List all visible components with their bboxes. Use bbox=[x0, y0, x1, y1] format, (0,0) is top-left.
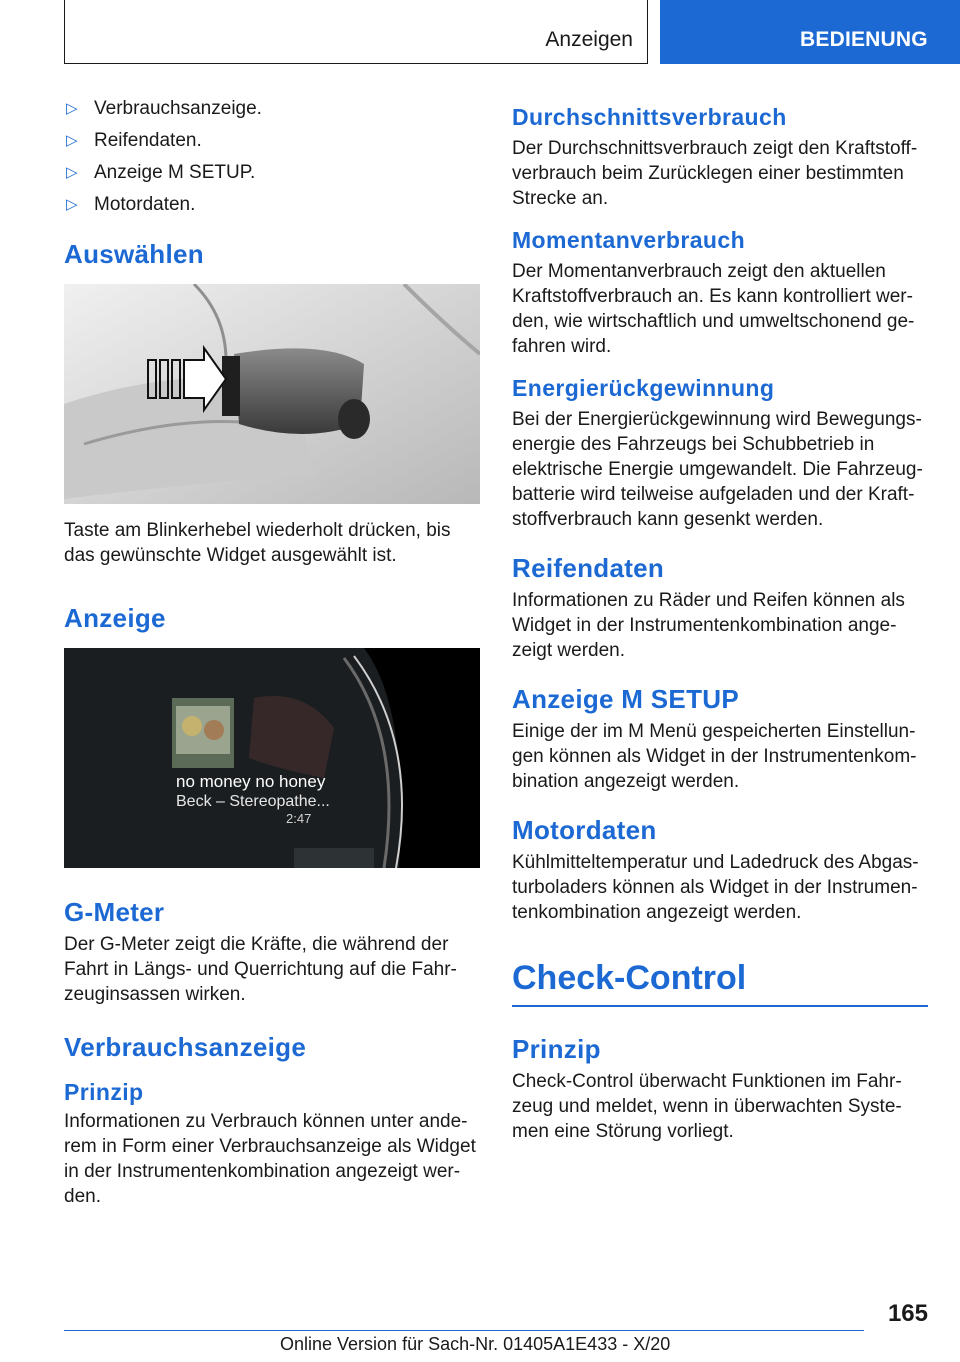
gmeter-text: Der G-Meter zeigt die Kräfte, die während der Fahrt in Längs- und Querrichtung auf die Fahr-zeuginsassen wirken. bbox=[64, 934, 457, 1005]
page-number: 165 bbox=[887, 1300, 928, 1327]
select-caption: Taste am Blinkerhebel wiederholt drücken, bis das gewünschte Widget ausgewählt ist. bbox=[64, 520, 451, 566]
msetup-text: Einige der im M Menü gespeicherten Einstellun-gen können als Widget in der Instrumentenkom-bination angezeigt werden. bbox=[512, 721, 917, 792]
check-text: Check-Control überwacht Funktionen im Fahr-zeug und meldet, wenn in überwachten Syste-men eine Störung vorliegt. bbox=[512, 1071, 902, 1142]
heading-display: Anzeige bbox=[64, 603, 166, 633]
heading-select: Auswählen bbox=[64, 239, 204, 269]
turn-signal-lever-image bbox=[64, 284, 480, 504]
right-column bbox=[512, 102, 928, 1144]
principle-text: Informationen zu Verbrauch können unter ande-rem in Form einer Verbrauchsanzeige als Widget in der Instrumentenkombination angezeigt wer-den. bbox=[64, 1111, 476, 1207]
triangle-right-icon: ▷ bbox=[66, 164, 78, 181]
triangle-right-icon: ▷ bbox=[66, 100, 78, 117]
check-control-title-block bbox=[512, 957, 928, 1007]
list-item: ▷ Reifendaten. bbox=[66, 130, 202, 151]
heading-tire: Reifendaten bbox=[512, 553, 665, 583]
heading-momentary: Momentanverbrauch bbox=[512, 227, 746, 253]
heading-average: Durchschnittsverbrauch bbox=[512, 104, 787, 130]
chapter-tab: BEDIENUNG bbox=[660, 0, 960, 64]
bullet-list bbox=[64, 98, 480, 216]
heading-gmeter: G-Meter bbox=[64, 897, 165, 927]
engine-text: Kühlmitteltemperatur und Ladedruck des Abgas-turboladers können als Widget in der Instrumen-tenkombination angezeigt werden. bbox=[512, 852, 919, 923]
heading-msetup: Anzeige M SETUP bbox=[512, 684, 739, 714]
instrument-cluster-illustration bbox=[64, 648, 480, 868]
footer-divider bbox=[64, 1330, 864, 1331]
heading-recovery: Energierückgewinnung bbox=[512, 375, 775, 401]
track-artist: Beck – Stereopathe... bbox=[176, 793, 330, 810]
momentary-text: Der Momentanverbrauch zeigt den aktuellen Kraftstoffverbrauch an. Es kann kontrolliert wer-den, wie wirtschaftlich und umweltschonend ge-fahren wird. bbox=[512, 261, 915, 357]
cluster-display-image bbox=[64, 648, 480, 868]
heading-check-control: Check-Control bbox=[512, 959, 747, 997]
triangle-right-icon: ▷ bbox=[66, 196, 78, 213]
list-item: ▷ Motordaten. bbox=[66, 194, 196, 215]
section-title: Anzeigen bbox=[545, 28, 633, 51]
average-text: Der Durchschnittsverbrauch zeigt den Kraftstoff-verbrauch beim Zurücklegen einer bestimmten Strecke an. bbox=[512, 138, 918, 209]
tire-text: Informationen zu Räder und Reifen können als Widget in der Instrumentenkombination ange-zeigt werden. bbox=[512, 590, 905, 661]
track-title: no money no honey bbox=[176, 772, 326, 791]
heading-consumption: Verbrauchsanzeige bbox=[64, 1032, 307, 1062]
list-item: ▷ Anzeige M SETUP. bbox=[66, 162, 256, 183]
heading-engine: Motordaten bbox=[512, 815, 657, 845]
footer-text: Online Version für Sach-Nr. 01405A1E433 - X/20 bbox=[280, 1334, 671, 1354]
header-section-box bbox=[64, 0, 648, 64]
lever-illustration bbox=[64, 284, 480, 504]
list-item: ▷ Verbrauchsanzeige. bbox=[66, 98, 262, 119]
left-column bbox=[64, 98, 480, 1209]
heading-principle-2: Prinzip bbox=[512, 1034, 601, 1064]
recovery-text: Bei der Energierückgewinnung wird Bewegungs-energie des Fahrzeugs bei Schubbetrieb in elektrische Energie umgewandelt. Die Fahrzeug-batterie wird teilweise aufgeladen und der Kraft-stoffverbrauch kann gesenkt werden. bbox=[512, 409, 923, 530]
track-time: 2:47 bbox=[286, 811, 312, 826]
heading-principle: Prinzip bbox=[64, 1079, 144, 1105]
triangle-right-icon: ▷ bbox=[66, 132, 78, 149]
